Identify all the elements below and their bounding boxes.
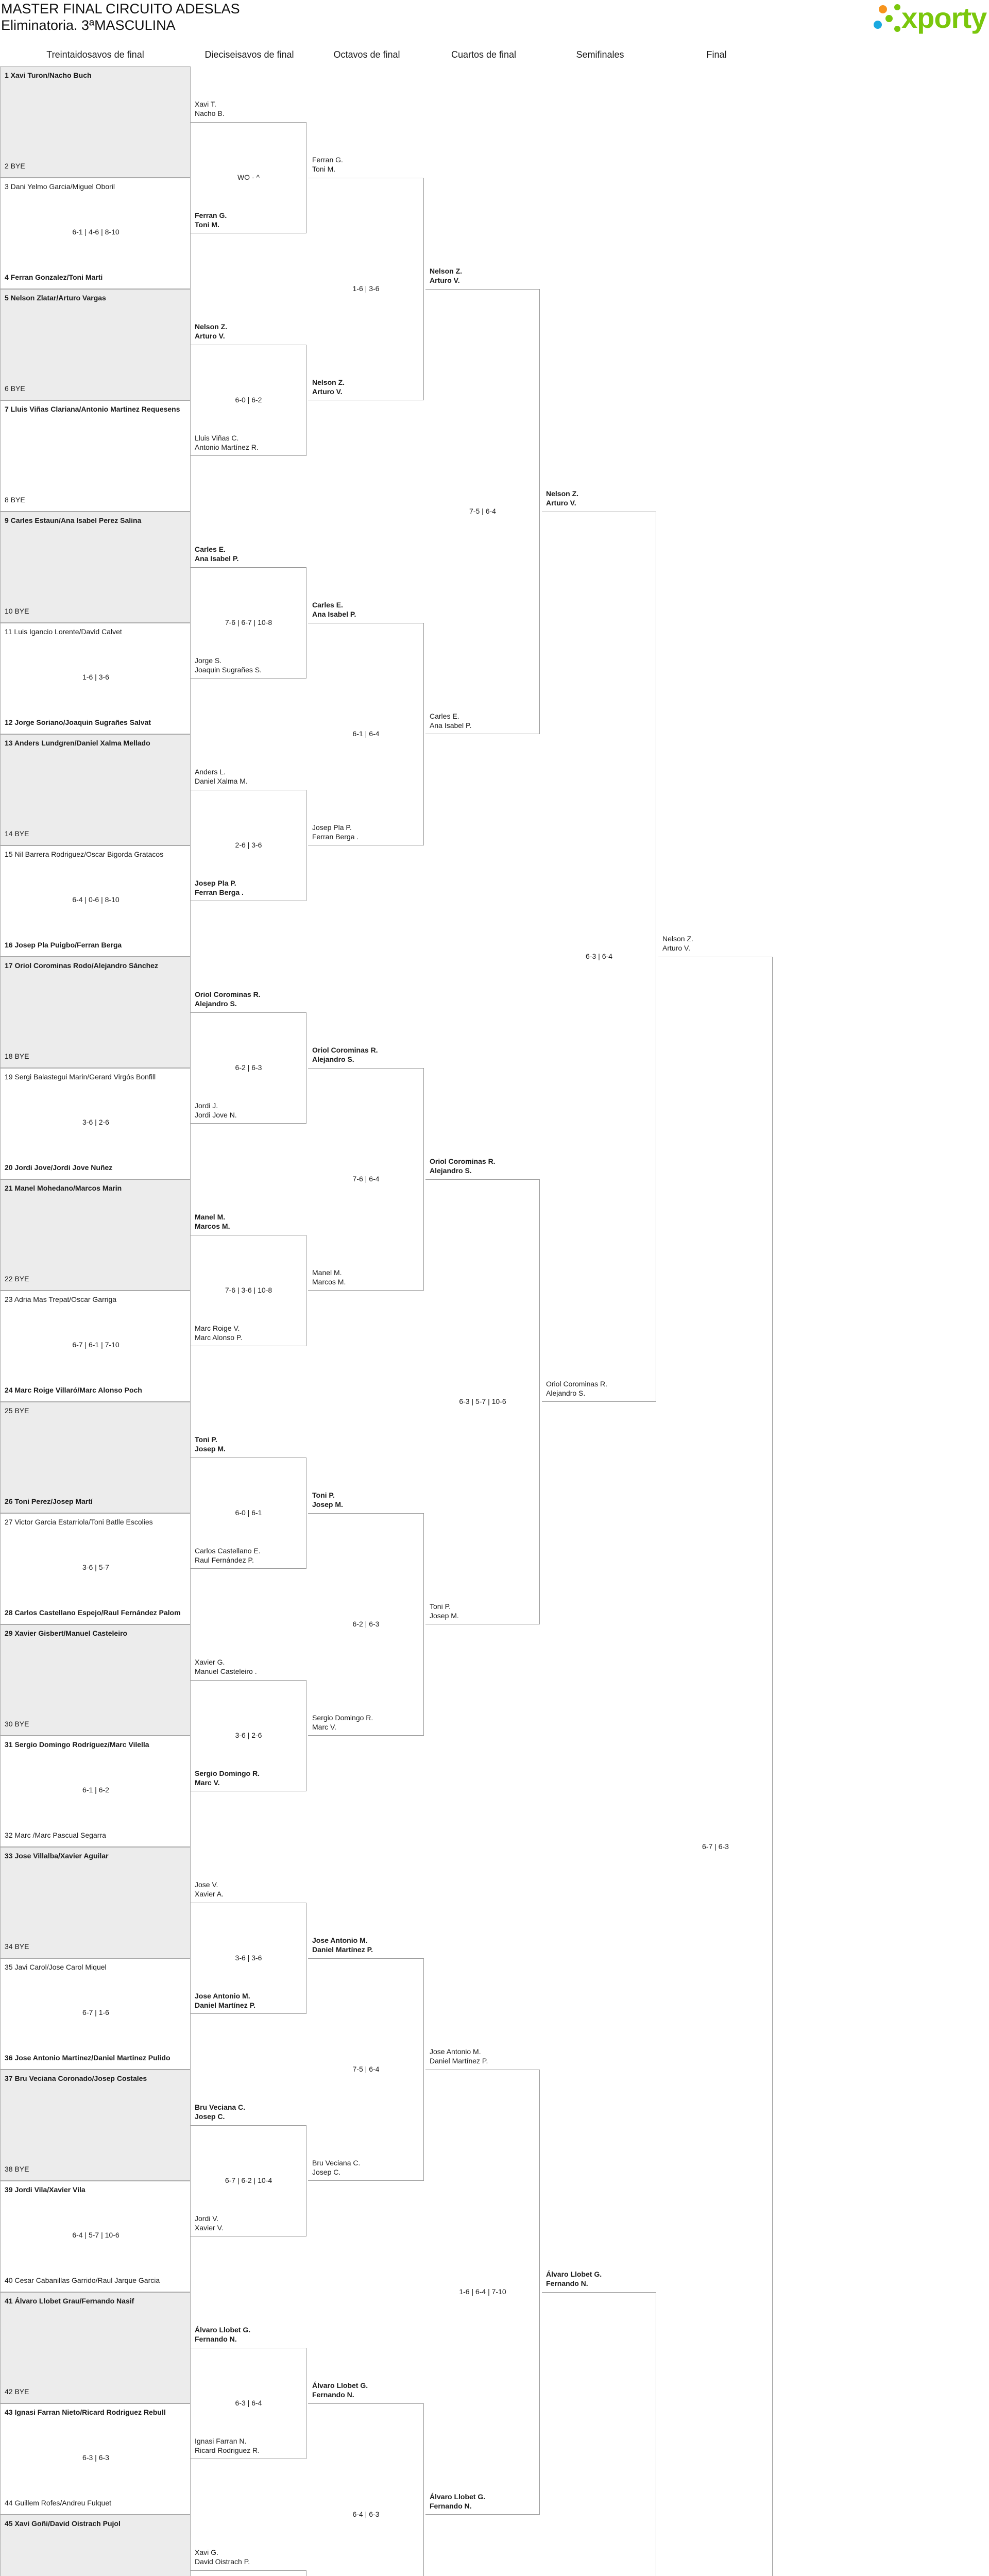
team-bottom: 20 Jordi Jove/Jordi Jove Nuñez — [5, 1163, 113, 1172]
match-score: 3-6 | 3-6 — [235, 1954, 262, 1962]
round-header-5: Semifinales — [576, 49, 624, 60]
team-bottom: 36 Jose Antonio Martinez/Daniel Martinez Pulido — [5, 2054, 170, 2062]
match-score: 6-7 | 6-3 — [702, 1842, 729, 1851]
team-top: 41 Álvaro Llobet Grau/Fernando Nasif — [5, 2297, 134, 2305]
round-header-2: Dieciseisavos de final — [204, 49, 294, 60]
match-score: 6-3 | 5-7 | 10-6 — [459, 1397, 506, 1405]
entrant-top: Toni P. Josep M. — [312, 1491, 343, 1509]
entrant-top: Manel M. Marcos M. — [195, 1213, 230, 1230]
match-score: 6-0 | 6-2 — [235, 396, 262, 404]
entrant-top: Bru Veciana C. Josep C. — [195, 2103, 246, 2121]
entrant-bottom: Sergio Domingo R. Marc V. — [195, 1769, 260, 1787]
team-top: 7 Lluis Viñas Clariana/Antonio Martinez Requesens — [5, 405, 180, 413]
entrant-top: Xavier G. Manuel Casteleiro . — [195, 1658, 257, 1675]
team-bottom: 24 Marc Roige Villaró/Marc Alonso Poch — [5, 1386, 142, 1394]
team-bottom: 28 Carlos Castellano Espejo/Raul Fernández Palom — [5, 1608, 181, 1617]
match-score: 6-4 | 5-7 | 10-6 — [72, 2231, 120, 2239]
first-round-match — [0, 400, 191, 512]
first-round-match — [0, 734, 191, 845]
entrant-bottom: Carles E. Ana Isabel P. — [430, 712, 472, 730]
entrant-top: Xavi T. Nacho B. — [195, 100, 225, 117]
first-round-match — [0, 2292, 191, 2403]
match-score: 1-6 | 3-6 — [352, 284, 380, 293]
entrant-top: Nelson Z. Arturo V. — [430, 267, 463, 284]
first-round-match — [0, 2181, 191, 2292]
entrant-top: Jose Antonio M. Daniel Martínez P. — [430, 2047, 488, 2065]
match-score: 6-1 | 6-4 — [352, 730, 380, 738]
entrant-top: Oriol Corominas R. Alejandro S. — [312, 1046, 378, 1063]
match-score: 6-7 | 6-1 | 7-10 — [72, 1341, 120, 1349]
first-round-match — [0, 1736, 191, 1847]
first-round-match — [0, 289, 191, 400]
entrant-bottom: Jorge S. Joaquin Sugrañes S. — [195, 656, 262, 674]
team-top: 9 Carles Estaun/Ana Isabel Perez Salina — [5, 516, 142, 524]
first-round-match — [0, 1624, 191, 1736]
draw-subtitle: Eliminatoria. 3ªMASCULINA — [1, 18, 176, 33]
bracket-connector — [191, 2570, 306, 2576]
first-round-match — [0, 1847, 191, 1958]
entrant-top: Oriol Corominas R. Alejandro S. — [430, 1157, 496, 1175]
entrant-bottom: Jordi V. Xavier V. — [195, 2214, 224, 2232]
entrant-top: Ferran G. Toni M. — [312, 156, 343, 173]
match-score: 7-5 | 6-4 — [352, 2065, 380, 2073]
team-bottom: 26 Toni Perez/Josep Martí — [5, 1497, 93, 1505]
team-top: 17 Oriol Corominas Rodo/Alejandro Sánchez — [5, 961, 158, 970]
entrant-top: Nelson Z. Arturo V. — [662, 935, 693, 952]
team-top: 25 BYE — [5, 1406, 29, 1415]
team-bottom: 44 Guillem Rofes/Andreu Fulquet — [5, 2499, 111, 2507]
team-bottom: 16 Josep Pla Puigbo/Ferran Berga — [5, 941, 122, 949]
first-round-match — [0, 1402, 191, 1513]
tournament-title: MASTER FINAL CIRCUITO ADESLAS — [1, 1, 240, 16]
entrant-top: Jose Antonio M. Daniel Martínez P. — [312, 1936, 373, 1954]
first-round-match — [0, 845, 191, 957]
entrant-top: Álvaro Llobet G. Fernando N. — [312, 2381, 368, 2399]
team-bottom: 38 BYE — [5, 2165, 29, 2173]
first-round-match — [0, 2070, 191, 2181]
entrant-top: Carles E. Ana Isabel P. — [195, 545, 239, 563]
team-top: 43 Ignasi Farran Nieto/Ricard Rodriguez Rebull — [5, 2408, 166, 2416]
team-bottom: 32 Marc /Marc Pascual Segarra — [5, 1831, 106, 1839]
team-bottom: 34 BYE — [5, 1942, 29, 1951]
round-header-4: Cuartos de final — [451, 49, 517, 60]
bracket-connector — [542, 2292, 656, 2576]
entrant-bottom: Ferran G. Toni M. — [195, 211, 227, 229]
team-top: 45 Xavi Goñi/David Oistrach Pujol — [5, 2519, 121, 2528]
team-top: 35 Javi Carol/Jose Carol Miquel — [5, 1963, 107, 1971]
team-top: 13 Anders Lundgren/Daniel Xalma Mellado — [5, 739, 150, 747]
match-score: 3-6 | 2-6 — [82, 1118, 109, 1126]
entrant-bottom: Carlos Castellano E. Raul Fernández P. — [195, 1547, 261, 1564]
team-top: 31 Sergio Domingo Rodríguez/Marc Vilella — [5, 1740, 149, 1749]
team-top: 23 Adria Mas Trepat/Oscar Garriga — [5, 1295, 117, 1303]
match-score: 7-6 | 6-4 — [352, 1175, 380, 1183]
team-bottom: 6 BYE — [5, 384, 25, 393]
first-round-match — [0, 512, 191, 623]
entrant-bottom: Bru Veciana C. Josep C. — [312, 2159, 361, 2176]
entrant-bottom: Jose Antonio M. Daniel Martínez P. — [195, 1992, 256, 2009]
match-score: 6-0 | 6-1 — [235, 1509, 262, 1517]
match-score: WO - ^ — [237, 173, 260, 181]
team-top: 19 Sergi Balastegui Marin/Gerard Virgós Bonfill — [5, 1073, 156, 1081]
entrant-bottom: Ignasi Farran N. Ricard Rodriguez R. — [195, 2437, 260, 2454]
match-score: 7-5 | 6-4 — [469, 507, 496, 515]
entrant-top: Álvaro Llobet G. Fernando N. — [195, 2326, 251, 2343]
entrant-top: Nelson Z. Arturo V. — [546, 489, 579, 507]
entrant-bottom: Álvaro Llobet G. Fernando N. — [430, 2493, 486, 2510]
entrant-bottom: Marc Roige V. Marc Alonso P. — [195, 1324, 243, 1342]
team-top: 39 Jordi Vila/Xavier Vila — [5, 2185, 86, 2194]
logo-wordmark: xporty — [901, 2, 987, 34]
match-score: 7-6 | 3-6 | 10-8 — [225, 1286, 272, 1294]
entrant-top: Xavi G. David Oistrach P. — [195, 2548, 250, 2566]
match-score: 3-6 | 2-6 — [235, 1731, 262, 1739]
entrant-bottom: Josep Pla P. Ferran Berga . — [312, 823, 359, 841]
team-top: 29 Xavier Gisbert/Manuel Casteleiro — [5, 1629, 128, 1637]
first-round-match — [0, 2515, 191, 2576]
match-score: 6-7 | 6-2 | 10-4 — [225, 2176, 272, 2184]
entrant-bottom: Josep Pla P. Ferran Berga . — [195, 879, 244, 896]
first-round-match — [0, 178, 191, 289]
match-score: 1-6 | 3-6 — [82, 673, 109, 681]
first-round-match — [0, 1068, 191, 1179]
team-bottom: 42 BYE — [5, 2387, 29, 2396]
entrant-bottom: Sergio Domingo R. Marc V. — [312, 1714, 373, 1731]
team-top: 15 Nil Barrera Rodriguez/Oscar Bigorda Gratacos — [5, 850, 164, 858]
first-round-match — [0, 1513, 191, 1624]
entrant-top: Carles E. Ana Isabel P. — [312, 601, 356, 618]
bracket-connector — [658, 957, 773, 2576]
entrant-top: Álvaro Llobet G. Fernando N. — [546, 2270, 602, 2287]
entrant-bottom: Oriol Corominas R. Alejandro S. — [546, 1380, 608, 1397]
team-top: 1 Xavi Turon/Nacho Buch — [5, 71, 92, 79]
match-score: 6-1 | 6-2 — [82, 1786, 109, 1794]
match-score: 7-6 | 6-7 | 10-8 — [225, 618, 272, 626]
entrant-bottom: Manel M. Marcos M. — [312, 1268, 346, 1286]
entrant-top: Nelson Z. Arturo V. — [195, 323, 228, 340]
first-round-match — [0, 66, 191, 178]
first-round-match — [0, 1958, 191, 2070]
team-bottom: 8 BYE — [5, 496, 25, 504]
team-top: 27 Victor Garcia Estarriola/Toni Batlle Escolies — [5, 1518, 153, 1526]
match-score: 3-6 | 5-7 — [82, 1563, 109, 1571]
entrant-bottom: Toni P. Josep M. — [430, 1602, 459, 1620]
match-score: 6-4 | 0-6 | 8-10 — [72, 895, 120, 904]
team-top: 37 Bru Veciana Coronado/Josep Costales — [5, 2074, 147, 2082]
entrant-bottom: Nelson Z. Arturo V. — [312, 378, 345, 396]
team-top: 33 Jose Villalba/Xavier Aguilar — [5, 1852, 109, 1860]
match-score: 6-3 | 6-3 — [82, 2453, 109, 2462]
first-round-match — [0, 957, 191, 1068]
team-bottom: 4 Ferran Gonzalez/Toni Marti — [5, 273, 103, 281]
match-score: 1-6 | 6-4 | 7-10 — [459, 2287, 506, 2296]
team-top: 21 Manel Mohedano/Marcos Marin — [5, 1184, 122, 1192]
team-top: 11 Luis Igancio Lorente/David Calvet — [5, 628, 122, 636]
match-score: 6-1 | 4-6 | 8-10 — [72, 228, 120, 236]
round-header-6: Final — [706, 49, 727, 60]
match-score: 6-7 | 1-6 — [82, 2008, 109, 2016]
match-score: 2-6 | 3-6 — [235, 841, 262, 849]
team-top: 5 Nelson Zlatar/Arturo Vargas — [5, 294, 106, 302]
team-top: 3 Dani Yelmo Garcia/Miguel Oboril — [5, 182, 115, 191]
entrant-top: Toni P. Josep M. — [195, 1435, 226, 1453]
team-bottom: 10 BYE — [5, 607, 29, 615]
first-round-match — [0, 1179, 191, 1291]
team-bottom: 40 Cesar Cabanillas Garrido/Raul Jarque Garcia — [5, 2276, 160, 2284]
team-bottom: 22 BYE — [5, 1275, 29, 1283]
entrant-bottom: Jordi J. Jordi Jove N. — [195, 1101, 237, 1119]
bracket-connector — [308, 2403, 424, 2576]
team-bottom: 2 BYE — [5, 162, 25, 170]
team-bottom: 30 BYE — [5, 1720, 29, 1728]
team-bottom: 12 Jorge Soriano/Joaquin Sugrañes Salvat — [5, 718, 151, 726]
round-header-1: Treintaidosavos de final — [46, 49, 144, 60]
entrant-top: Oriol Corominas R. Alejandro S. — [195, 990, 261, 1008]
entrant-top: Anders L. Daniel Xalma M. — [195, 768, 248, 785]
entrant-bottom: Lluis Viñas C. Antonio Martínez R. — [195, 434, 259, 451]
match-score: 6-3 | 6-4 — [235, 2399, 262, 2407]
first-round-match — [0, 2403, 191, 2515]
match-score: 6-3 | 6-4 — [586, 952, 612, 960]
first-round-match — [0, 1291, 191, 1402]
first-round-match — [0, 623, 191, 734]
match-score: 6-4 | 6-3 — [352, 2510, 380, 2518]
team-bottom: 18 BYE — [5, 1052, 29, 1060]
team-bottom: 14 BYE — [5, 829, 29, 838]
match-score: 6-2 | 6-3 — [235, 1063, 262, 1072]
round-header-3: Octavos de final — [333, 49, 400, 60]
match-score: 6-2 | 6-3 — [352, 1620, 380, 1628]
entrant-top: Jose V. Xavier A. — [195, 1880, 224, 1898]
